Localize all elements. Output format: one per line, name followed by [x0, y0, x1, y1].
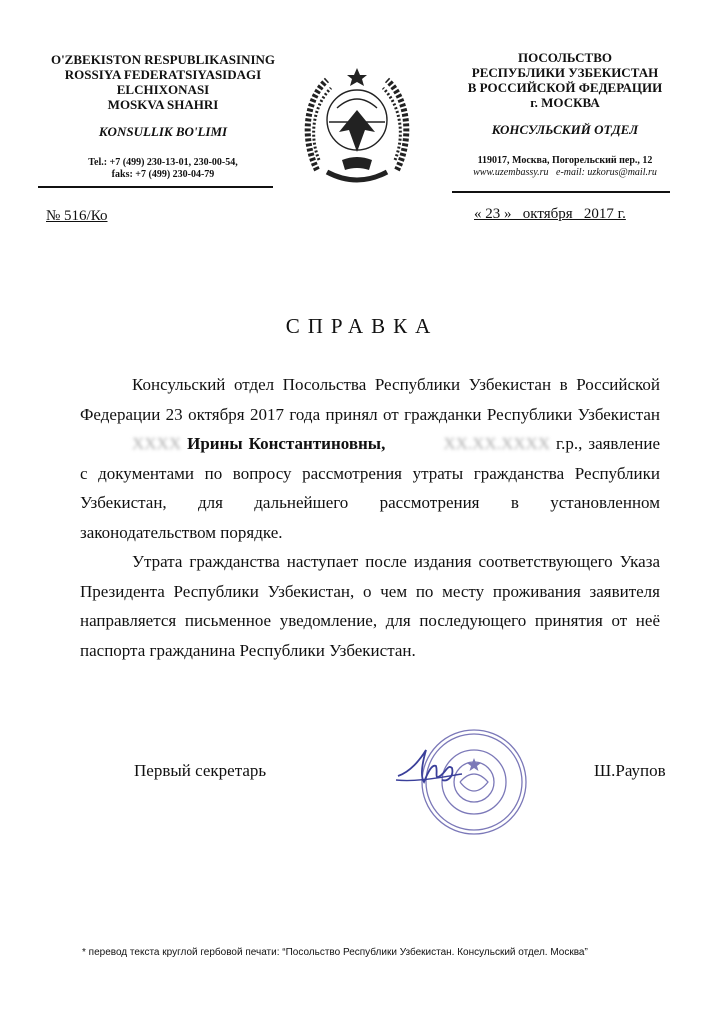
- paragraph-1-part-b: г.р., заявление с документами по вопросу рассмотрения утраты гражданства Республики Узбекистан, для дальнейшего рассмотрения в установленном законодательством порядке.: [80, 434, 661, 542]
- signer-position: Первый секретарь: [134, 761, 267, 780]
- header-right-line4: г. МОСКВА: [530, 95, 600, 110]
- header-left-rule: [38, 186, 273, 188]
- header-right-web[interactable]: www.uzembassy.ru: [473, 167, 549, 178]
- header-left-line1: O'ZBEKISTON RESPUBLIKASINING: [50, 52, 276, 67]
- applicant-name: Ирины Константиновны,: [187, 434, 386, 453]
- document-body: [80, 370, 660, 665]
- header-right-email[interactable]: e-mail: uzkorus@mail.ru: [556, 167, 657, 178]
- paragraph-1: [80, 370, 660, 547]
- header-right-line3: В РОССИЙСКОЙ ФЕДЕРАЦИИ: [467, 80, 663, 95]
- header-right-line2: РЕСПУБЛИКИ УЗБЕКИСТАН: [471, 65, 659, 80]
- header-right-dept: КОНСУЛЬСКИЙ ОТДЕЛ: [491, 122, 639, 137]
- paragraph-2: Утрата гражданства наступает после издания соответствующего Указа Президента Республики Узбекистан, о чем по месту проживания заявителя направляется письменное уведомление, для последующего принятия от неё паспорта гражданина Республики Узбекистан.: [80, 552, 660, 660]
- header-left-fax: faks: +7 (499) 230-04-79: [111, 169, 215, 180]
- redacted-surname: ХХХХ: [132, 434, 182, 453]
- header-left-line3: ELCHIXONASI: [116, 82, 210, 97]
- header-right-contact: [440, 155, 690, 179]
- seal-translation-footnote: * перевод текста круглой гербовой печати: “Посольство Республики Узбекистан. Консульский отдел. Москва”: [82, 947, 588, 958]
- header-left-line4: MOSKVA SHAHRI: [107, 97, 219, 112]
- signature-icon: [392, 742, 472, 792]
- header-left-contact: [38, 157, 288, 181]
- header-left: [38, 52, 288, 181]
- header-right-line1: ПОСОЛЬСТВО: [517, 50, 613, 65]
- header-right-address: 119017, Москва, Погорельский пер., 12: [477, 155, 653, 166]
- state-emblem-icon: [297, 60, 417, 200]
- signer-name: Ш.Раупов: [594, 761, 666, 780]
- reference-number: № 516/Ко: [46, 208, 108, 224]
- header-left-line2: ROSSIYA FEDERATSIYASIDAGI: [64, 67, 262, 82]
- document-title: СПРАВКА: [285, 314, 439, 338]
- paragraph-1-part-a: Консульский отдел Посольства Республики Узбекистан в Российской Федерации 23 октября 2017 года принял от гражданки Республики Узбекистан: [80, 375, 660, 424]
- header-left-tel: Tel.: +7 (499) 230-13-01, 230-00-54,: [88, 157, 238, 168]
- header-right: [440, 50, 690, 179]
- header-right-rule: [452, 191, 670, 193]
- header-left-dept: KONSULLIK BO'LIMI: [98, 124, 228, 139]
- redacted-birthdate: ХХ.ХХ.ХХХХ: [443, 434, 551, 453]
- document-date: « 23 » октября 2017 г.: [474, 206, 626, 222]
